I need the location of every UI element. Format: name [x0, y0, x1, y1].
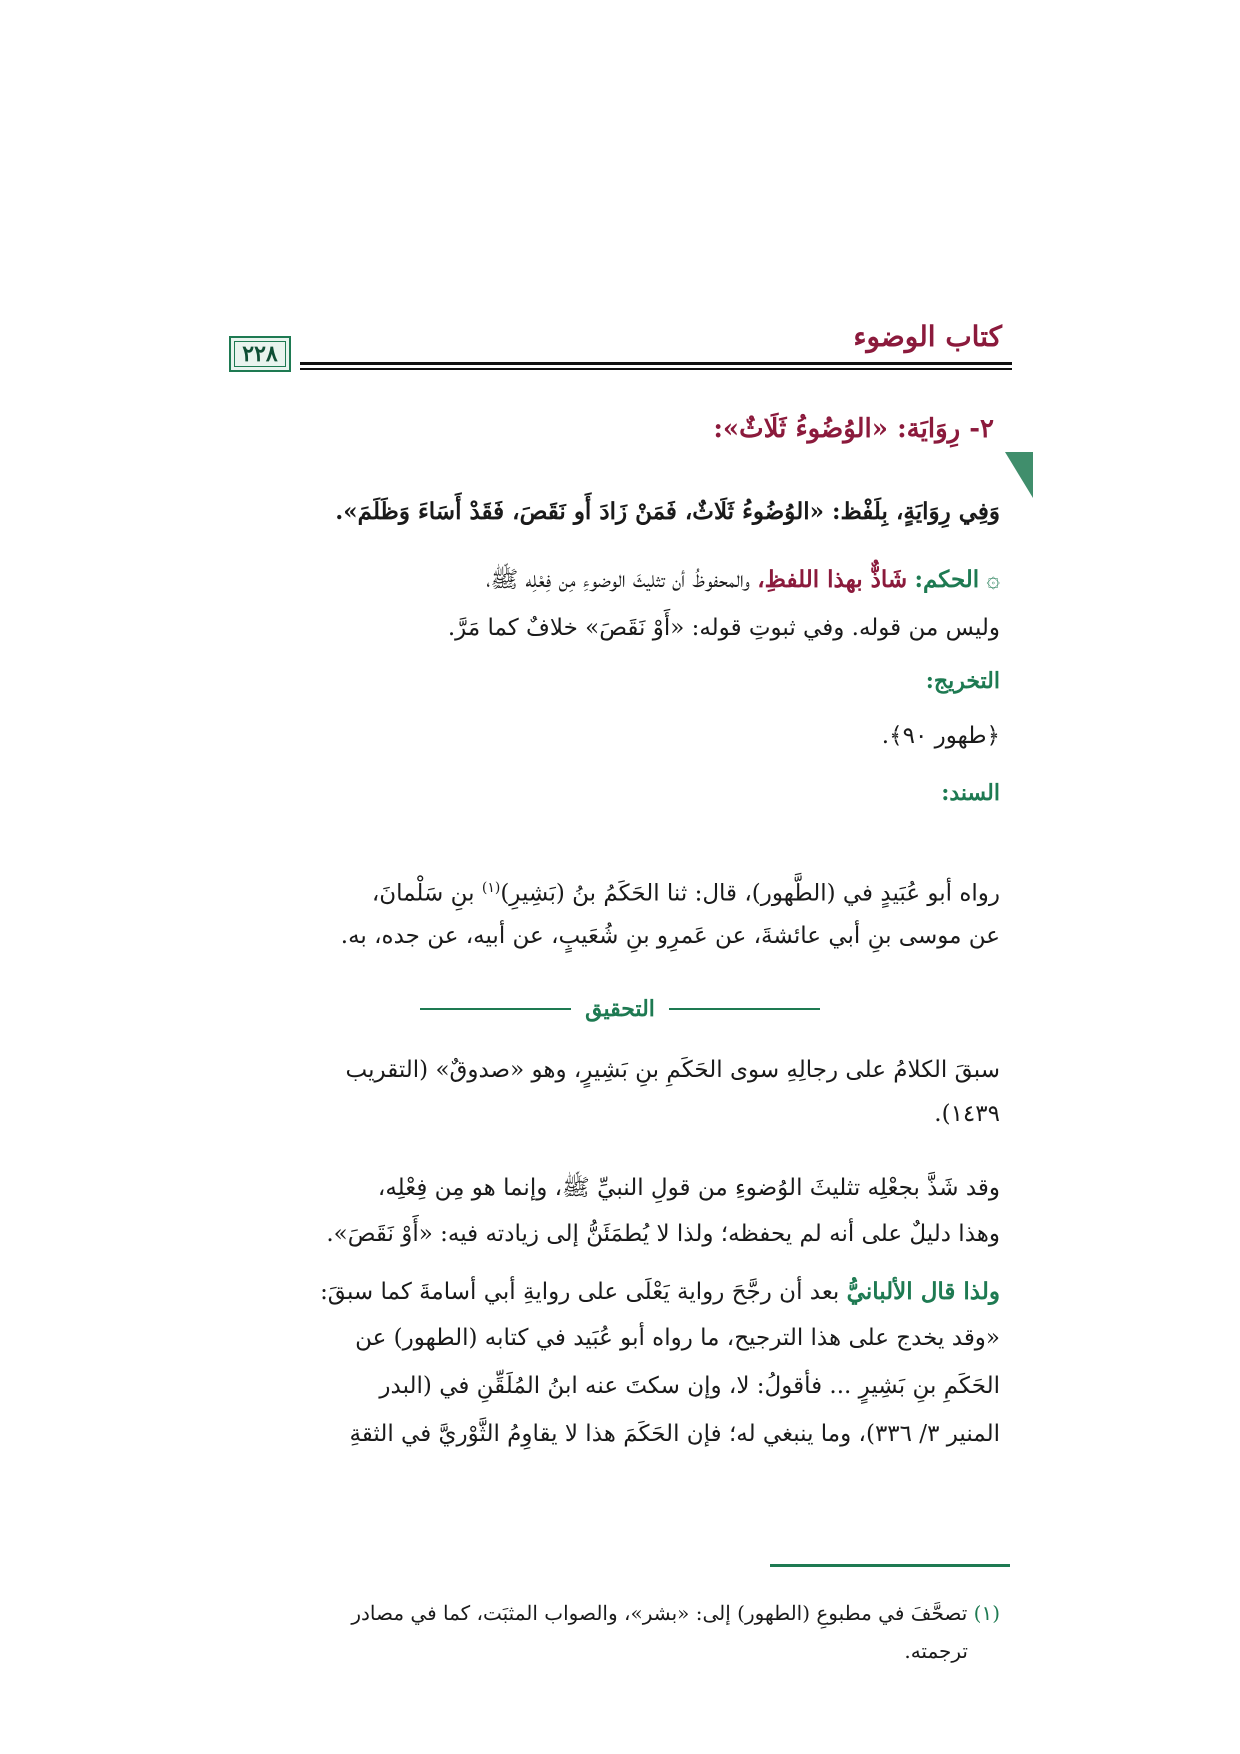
albani-lead: ولذا قال الألبانيُّ [846, 1278, 1000, 1305]
page-number: ٢٢٨ [242, 341, 278, 367]
ruling-text: والمحفوظُ أن تثليثَ الوضوءِ مِن فِعْلِه ﷺ، [486, 567, 750, 593]
tahqiq-p3-line-4: المنير ٣/ ٣٣٦)، وما ينبغي له؛ فإن الحَكَمَ هذا لا يقاوِمُ الثَّوْريَّ في الثقةِ [349, 1421, 1000, 1447]
header-rule-top [300, 362, 1012, 365]
corner-ornament [1005, 452, 1033, 498]
tahqiq-p3-line-1 [230, 1274, 1000, 1310]
sanad-line-2: عن موسى بنِ أبي عائشةَ، عن عَمرِو بنِ شُعَيبٍ، عن أبيه، عن جده، به. [340, 923, 1000, 949]
tahqiq-p3-line-2: «وقد يخدج على هذا الترجيح، ما رواه أبو عُبَيد في كتابه (الطهور) عن [355, 1325, 1000, 1351]
footnote-number: (١) [973, 1601, 1000, 1625]
tahqiq-heading: التحقيق [585, 996, 655, 1022]
narration-text: وَفِي رِوَايَةٍ، بِلَفْظ: «الوُضُوءُ ثَلَاثٌ، فَمَنْ زَادَ أَو نَقَصَ، فَقَدْ أَسَاءَ وَظَلَمَ». [335, 498, 1000, 525]
tahqiq-p3-line-3: الحَكَمِ بنِ بَشِيرٍ ... فأقولُ: لا، وإن سكتَ عنه ابنُ المُلَقِّنِ في (البدر [379, 1373, 1000, 1399]
ruling-label: الحكم: [914, 566, 980, 593]
takhrij-heading: التخريج: [925, 668, 1000, 694]
footnote-line-1 [230, 1596, 1000, 1630]
sanad-text: رواه أبو عُبَيدٍ في (الطَّهور)، قال: ثنا الحَكَمُ بنُ (بَشِيرِ) [500, 880, 1000, 907]
page-number-badge [229, 336, 291, 372]
ruling-line-2: وليس من قوله. وفي ثبوتِ قوله: «أَوْ نَقَصَ» خلافٌ كما مَرَّ. [447, 615, 1000, 641]
sanad-line-1 [230, 870, 1000, 912]
tahqiq-p1-line-1: سبقَ الكلامُ على رجالِهِ سوى الحَكَمِ بنِ بَشِيرٍ، وهو «صدوقٌ» (التقريب [345, 1057, 1000, 1083]
footnote-marker[interactable]: (١) [481, 880, 501, 896]
takhrij-reference: ﴿طهور ٩٠﴾. [881, 723, 1000, 749]
footnote-rule [770, 1564, 1010, 1567]
tahqiq-p3-text: بعد أن رجَّحَ رواية يَعْلَى على روايةِ أبي أسامةَ كما سبقَ: [320, 1279, 840, 1305]
tahqiq-p2-line-2: وهذا دليلٌ على أنه لم يحفظه؛ ولذا لا يُطمَئَنُّ إلى زيادته فيه: «أَوْ نَقَصَ». [326, 1221, 1000, 1247]
footnote-text: تصحَّفَ في مطبوعِ (الطهور) إلى: «بشر»، والصواب المثبَت، كما في مصادر [351, 1601, 968, 1625]
divider-rule-left [420, 1008, 571, 1010]
flower-icon: ۞ [979, 567, 1000, 593]
running-header-title: كتاب الوضوء [853, 320, 1002, 353]
sanad-text-end: بنِ سَلْمانَ، [371, 880, 475, 907]
divider-rule-right [669, 1008, 820, 1010]
footnote-line-2: ترجمته. [904, 1639, 968, 1663]
ruling-verdict: شَاذٌّ بهذا اللفظِ، [757, 566, 908, 593]
tahqiq-p2-line-1: وقد شَذَّ بجعْلِه تثليثَ الوُضوءِ من قولِ النبيِّ ﷺ، وإنما هو مِن فِعْلِه، [377, 1175, 1000, 1201]
ruling-line-1 [230, 562, 1000, 598]
tahqiq-divider [420, 996, 820, 1022]
tahqiq-p1-line-2: ١٤٣٩). [934, 1101, 1000, 1127]
sanad-heading: السند: [941, 780, 1000, 806]
section-title: ٢- رِوَايَة: «الوُضُوءُ ثَلَاثٌ»: [713, 414, 994, 444]
header-rule-bottom [300, 368, 1012, 370]
